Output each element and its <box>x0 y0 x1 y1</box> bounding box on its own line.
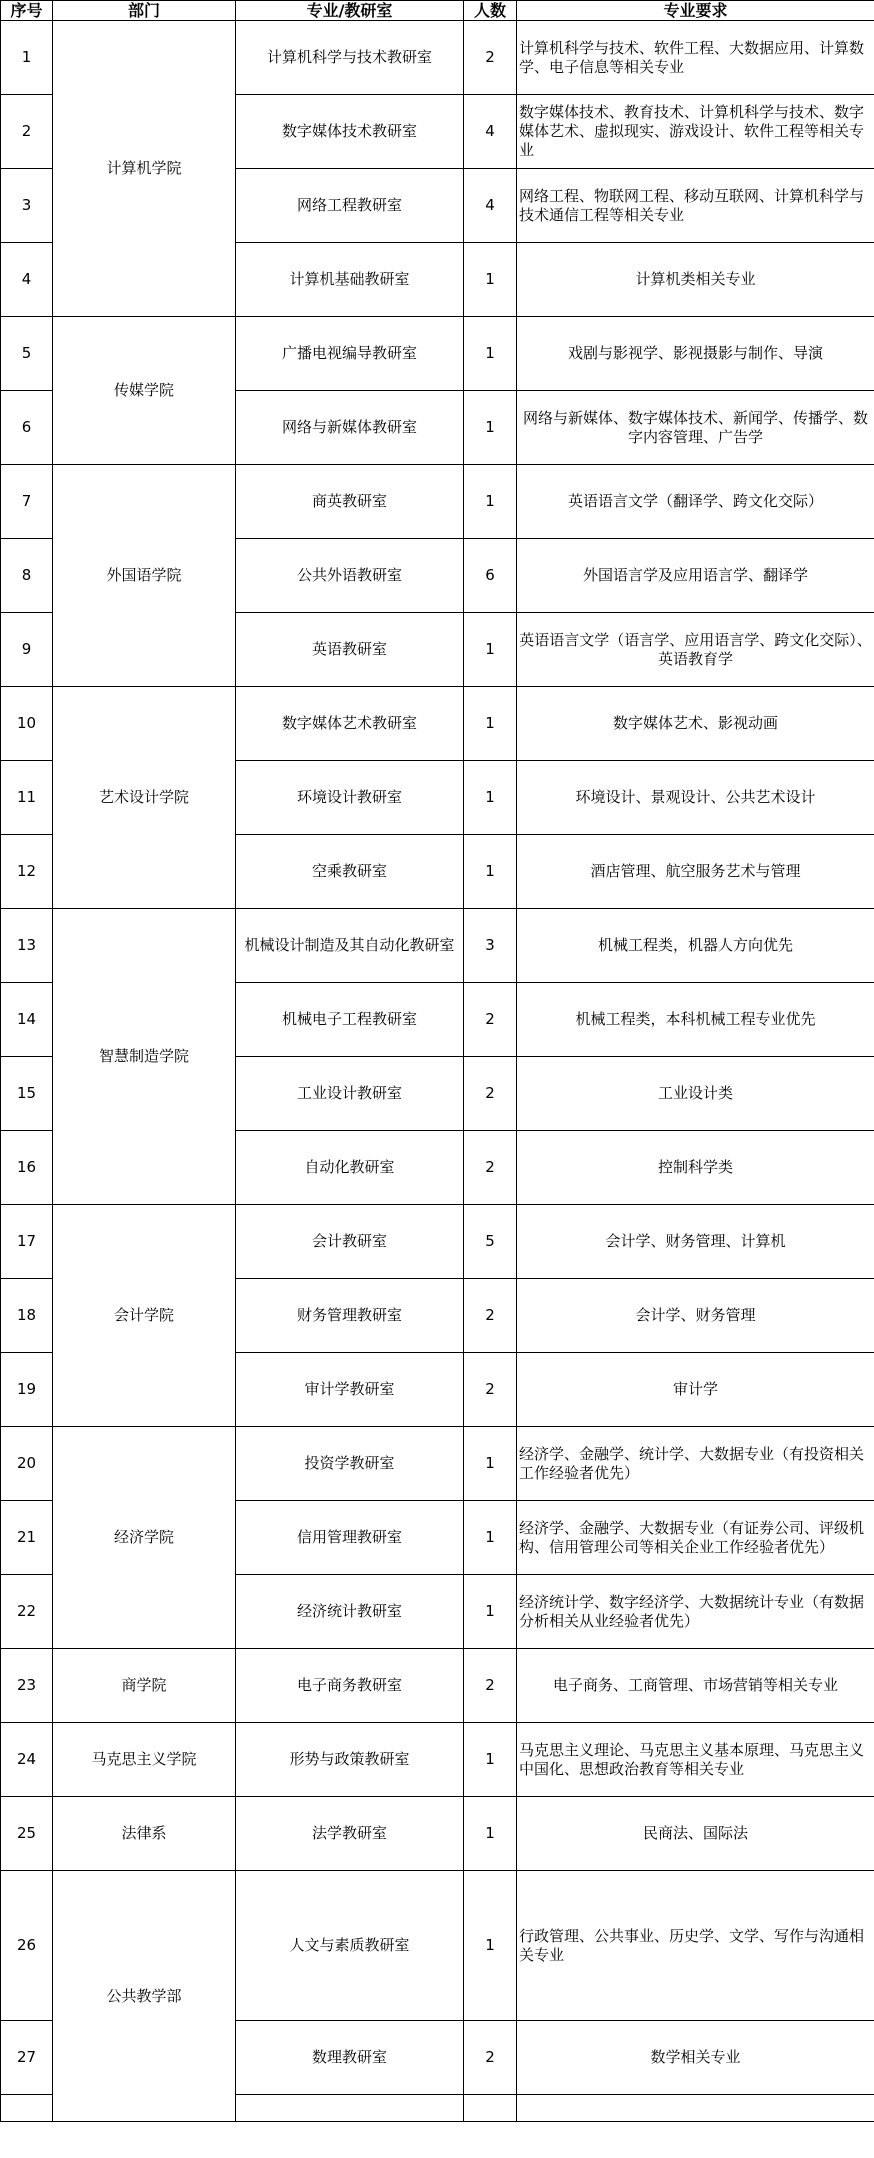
row-major: 公共外语教研室 <box>236 539 464 613</box>
row-major: 计算机基础教研室 <box>236 243 464 317</box>
row-no: 11 <box>1 761 53 835</box>
row-count: 3 <box>464 909 517 983</box>
header-major: 专业/教研室 <box>236 1 464 21</box>
table-row <box>1 1205 874 1279</box>
row-count: 1 <box>464 1575 517 1649</box>
row-dept: 计算机学院 <box>53 21 236 317</box>
row-dept: 外国语学院 <box>53 465 236 687</box>
row-count: 4 <box>464 169 517 243</box>
row-major: 审计学教研室 <box>236 1353 464 1427</box>
row-req: 网络工程、物联网工程、移动互联网、计算机科学与技术通信工程等相关专业 <box>517 169 874 243</box>
row-req: 数字媒体艺术、影视动画 <box>517 687 874 761</box>
row-req: 审计学 <box>517 1353 874 1427</box>
row-no: 5 <box>1 317 53 391</box>
row-req: 网络与新媒体、数字媒体技术、新闻学、传播学、数字内容管理、广告学 <box>517 391 874 465</box>
row-no: 25 <box>1 1797 53 1871</box>
row-count: 1 <box>464 1427 517 1501</box>
row-major: 信用管理教研室 <box>236 1501 464 1575</box>
row-count: 2 <box>464 2021 517 2095</box>
row-req: 经济学、金融学、统计学、大数据专业（有投资相关工作经验者优先） <box>517 1427 874 1501</box>
row-req: 经济统计学、数字经济学、大数据统计专业（有数据分析相关从业经验者优先） <box>517 1575 874 1649</box>
row-req: 会计学、财务管理 <box>517 1279 874 1353</box>
row-major: 自动化教研室 <box>236 1131 464 1205</box>
row-count: 1 <box>464 687 517 761</box>
row-req: 环境设计、景观设计、公共艺术设计 <box>517 761 874 835</box>
row-major: 环境设计教研室 <box>236 761 464 835</box>
row-req: 酒店管理、航空服务艺术与管理 <box>517 835 874 909</box>
row-dept: 艺术设计学院 <box>53 687 236 909</box>
row-req: 电子商务、工商管理、市场营销等相关专业 <box>517 1649 874 1723</box>
row-count: 1 <box>464 1871 517 2021</box>
row-req: 英语语言文学（翻译学、跨文化交际） <box>517 465 874 539</box>
row-count: 2 <box>464 1649 517 1723</box>
row-major: 商英教研室 <box>236 465 464 539</box>
table-row <box>1 1871 874 2021</box>
row-no: 23 <box>1 1649 53 1723</box>
row-req <box>517 2095 874 2122</box>
row-count: 1 <box>464 1501 517 1575</box>
row-count: 5 <box>464 1205 517 1279</box>
row-no: 8 <box>1 539 53 613</box>
table-row <box>1 21 874 95</box>
row-count <box>464 2095 517 2122</box>
row-count: 2 <box>464 21 517 95</box>
row-major: 财务管理教研室 <box>236 1279 464 1353</box>
row-no: 18 <box>1 1279 53 1353</box>
table-row <box>1 909 874 983</box>
row-no: 20 <box>1 1427 53 1501</box>
row-major: 网络工程教研室 <box>236 169 464 243</box>
row-no: 13 <box>1 909 53 983</box>
row-req: 数字媒体技术、教育技术、计算机科学与技术、数字媒体艺术、虚拟现实、游戏设计、软件工程等相关专业 <box>517 95 874 169</box>
row-count: 1 <box>464 1723 517 1797</box>
row-major: 形势与政策教研室 <box>236 1723 464 1797</box>
row-major: 广播电视编导教研室 <box>236 317 464 391</box>
row-major: 工业设计教研室 <box>236 1057 464 1131</box>
row-major: 英语教研室 <box>236 613 464 687</box>
row-req: 马克思主义理论、马克思主义基本原理、马克思主义中国化、思想政治教育等相关专业 <box>517 1723 874 1797</box>
row-req: 民商法、国际法 <box>517 1797 874 1871</box>
row-count: 1 <box>464 391 517 465</box>
row-dept: 公共教学部 <box>53 1871 236 2122</box>
row-no: 22 <box>1 1575 53 1649</box>
row-major: 数字媒体技术教研室 <box>236 95 464 169</box>
row-no: 26 <box>1 1871 53 2021</box>
row-major: 人文与素质教研室 <box>236 1871 464 2021</box>
row-no: 10 <box>1 687 53 761</box>
row-req: 行政管理、公共事业、历史学、文学、写作与沟通相关专业 <box>517 1871 874 2021</box>
row-no: 19 <box>1 1353 53 1427</box>
row-no: 14 <box>1 983 53 1057</box>
row-req: 机械工程类，本科机械工程专业优先 <box>517 983 874 1057</box>
row-count: 2 <box>464 1057 517 1131</box>
row-req: 戏剧与影视学、影视摄影与制作、导演 <box>517 317 874 391</box>
row-count: 1 <box>464 317 517 391</box>
row-major: 数理教研室 <box>236 2021 464 2095</box>
row-dept: 传媒学院 <box>53 317 236 465</box>
row-count: 1 <box>464 465 517 539</box>
row-major: 会计教研室 <box>236 1205 464 1279</box>
row-req: 机械工程类，机器人方向优先 <box>517 909 874 983</box>
row-req: 外国语言学及应用语言学、翻译学 <box>517 539 874 613</box>
table-row <box>1 465 874 539</box>
row-no: 9 <box>1 613 53 687</box>
row-dept: 法律系 <box>53 1797 236 1871</box>
header-dept: 部门 <box>53 1 236 21</box>
row-no: 6 <box>1 391 53 465</box>
row-no: 15 <box>1 1057 53 1131</box>
row-count: 2 <box>464 983 517 1057</box>
row-no: 12 <box>1 835 53 909</box>
header-no: 序号 <box>1 1 53 21</box>
row-dept: 经济学院 <box>53 1427 236 1649</box>
row-major: 空乘教研室 <box>236 835 464 909</box>
header-count: 人数 <box>464 1 517 21</box>
row-major: 投资学教研室 <box>236 1427 464 1501</box>
row-major: 数字媒体艺术教研室 <box>236 687 464 761</box>
row-no: 16 <box>1 1131 53 1205</box>
row-no: 7 <box>1 465 53 539</box>
row-no <box>1 2095 53 2122</box>
row-req: 计算机类相关专业 <box>517 243 874 317</box>
table-row <box>1 1723 874 1797</box>
table-row <box>1 1649 874 1723</box>
table-row <box>1 1427 874 1501</box>
row-major: 机械设计制造及其自动化教研室 <box>236 909 464 983</box>
row-count: 1 <box>464 1797 517 1871</box>
row-dept: 会计学院 <box>53 1205 236 1427</box>
row-major: 法学教研室 <box>236 1797 464 1871</box>
row-req: 英语语言文学（语言学、应用语言学、跨文化交际）、英语教育学 <box>517 613 874 687</box>
row-major: 经济统计教研室 <box>236 1575 464 1649</box>
row-req: 控制科学类 <box>517 1131 874 1205</box>
row-count: 1 <box>464 613 517 687</box>
row-no: 4 <box>1 243 53 317</box>
table-row <box>1 687 874 761</box>
row-count: 2 <box>464 1279 517 1353</box>
table-row <box>1 1797 874 1871</box>
row-req: 数学相关专业 <box>517 2021 874 2095</box>
row-major: 电子商务教研室 <box>236 1649 464 1723</box>
row-count: 2 <box>464 1353 517 1427</box>
row-req: 经济学、金融学、大数据专业（有证券公司、评级机构、信用管理公司等相关企业工作经验者优先） <box>517 1501 874 1575</box>
row-count: 1 <box>464 243 517 317</box>
row-req: 工业设计类 <box>517 1057 874 1131</box>
row-major: 网络与新媒体教研室 <box>236 391 464 465</box>
row-no: 17 <box>1 1205 53 1279</box>
row-no: 24 <box>1 1723 53 1797</box>
row-count: 1 <box>464 835 517 909</box>
row-no: 1 <box>1 21 53 95</box>
row-no: 2 <box>1 95 53 169</box>
row-no: 3 <box>1 169 53 243</box>
row-major: 机械电子工程教研室 <box>236 983 464 1057</box>
row-count: 6 <box>464 539 517 613</box>
row-dept: 马克思主义学院 <box>53 1723 236 1797</box>
row-no: 21 <box>1 1501 53 1575</box>
row-major: 计算机科学与技术教研室 <box>236 21 464 95</box>
row-req: 计算机科学与技术、软件工程、大数据应用、计算数学、电子信息等相关专业 <box>517 21 874 95</box>
row-count: 4 <box>464 95 517 169</box>
row-dept: 智慧制造学院 <box>53 909 236 1205</box>
header-row <box>1 1 874 21</box>
row-major <box>236 2095 464 2122</box>
row-count: 2 <box>464 1131 517 1205</box>
row-count: 1 <box>464 761 517 835</box>
row-no: 27 <box>1 2021 53 2095</box>
header-req: 专业要求 <box>517 1 874 21</box>
row-req: 会计学、财务管理、计算机 <box>517 1205 874 1279</box>
row-dept: 商学院 <box>53 1649 236 1723</box>
table-row <box>1 317 874 391</box>
